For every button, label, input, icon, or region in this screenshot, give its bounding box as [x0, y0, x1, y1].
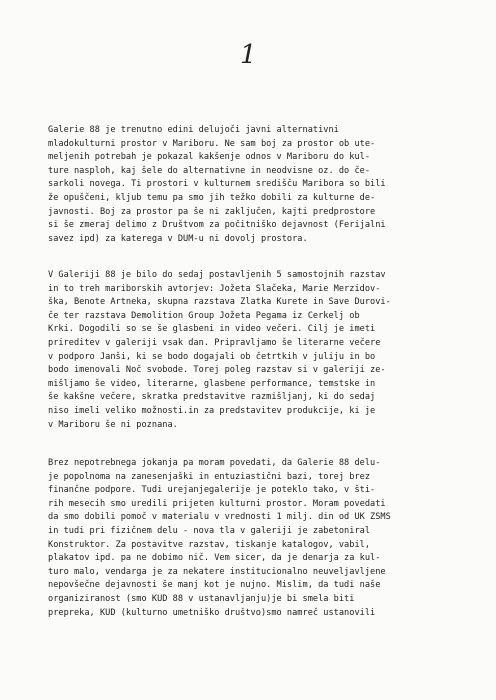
paragraph-3 — [48, 457, 480, 620]
text-line: javnosti. Boj za prostor pa še ni zaključen, kajti predprostore — [48, 206, 376, 217]
text-line: v Mariboru še ni poznana. — [48, 419, 178, 430]
text-line: je popolnoma na zanesenjaški in entuziastični bazi, torej brez — [48, 471, 371, 482]
text-line: ture nasploh, kaj šele do alternativne in neodvisne oz. do če- — [48, 165, 371, 176]
text-line: prireditev v galeriji vsak dan. Pripravljamo še literarne večere — [48, 337, 381, 348]
text-line: meljenih potrebah je pokazal kakšenje odnos v Mariboru do kul- — [48, 152, 371, 163]
text-line: bodo imenovali Noč svobode. Torej poleg razstav si v galeriji ze- — [48, 365, 386, 376]
text-line: v podporo Janši, ki se bodo dogajali ob četrtkih v juliju in bo — [48, 351, 376, 362]
text-line: Brez nepotrebnega jokanja pa moram povedati, da Galerie 88 delu- — [48, 458, 381, 468]
paragraph-1 — [48, 124, 480, 246]
text-line: turo malo, vendarga je za nekatere institucionalno neuveljavljene — [48, 566, 386, 577]
text-line: da smo dobili pomoč v materialu v vrednosti 1 milj. din od UK ZSMS — [48, 512, 391, 523]
text-line: plakatov ipd. pa ne dobimo nič. Vem sicer, da je denarja za kul- — [48, 553, 381, 564]
text-line: in tudi pri fizičnem delu - nova tla v galeriji je zabetoniral — [48, 525, 371, 536]
text-line: savez ipd) za katerega v DUM-u ni dovolj prostora. — [48, 233, 308, 244]
text-line: Krki. Dogodili so se še glasbeni in video večeri. Cilj je imeti — [48, 324, 376, 335]
text-line: nepovšečne dejavnosti še manj kot je nujno. Mislim, da tudi naše — [48, 580, 381, 591]
text-line: niso imeli veliko možnosti.in za predstavitev produkcije, ki je — [48, 405, 376, 416]
paragraph-2 — [48, 269, 480, 432]
text-line: še kakšne večere, skratka predstavitve razmišljanj, ki do sedaj — [48, 392, 376, 403]
page-number: 1 — [240, 40, 257, 70]
text-line: Galerie 88 je trenutno edini delujoči javni alternativni — [48, 125, 339, 135]
text-line: in to treh mariborskih avtorjev: Jožeta Slačeka, Marie Merzidov- — [48, 283, 381, 294]
text-line: Konstruktor. Za postavitve razstav, tiskanje katalogov, vabil, — [48, 539, 371, 550]
text-line: rih mesecih smo uredili prijeten kulturni prostor. Moram povedati — [48, 498, 386, 509]
text-line: organiziranost (smo KUD 88 v ustanavljanju)je bi smela biti — [48, 593, 355, 604]
text-line: če ter razstava Demolition Group Jožeta Pegama iz Cerkelj ob — [48, 310, 360, 321]
text-line: si še zmeraj delimo z Društvom za počitniško dejavnost (Ferijalni — [48, 220, 386, 231]
text-line: ška, Benote Artneka, skupna razstava Zlatka Kurete in Save Durovi- — [48, 297, 391, 308]
text-line: prepreka, KUD (kulturno umetniško društvo)smo namreč ustanovili — [48, 607, 376, 618]
text-line: finančne podpore. Tudi urejanjegalerije je poteklo tako, v šti- — [48, 485, 376, 496]
text-line: mladokulturni prostor v Mariboru. Ne sam boj za prostor ob ute- — [48, 138, 376, 149]
text-line: mišljamo še video, literarne, glasbene performance, temstske in — [48, 378, 376, 389]
text-line: V Galeriji 88 je bilo do sedaj postavljenih 5 samostojnih razstav — [48, 270, 386, 280]
text-line: sarkoli novega. Ti prostori v kulturnem središču Maribora so bili — [48, 179, 386, 190]
text-line: že opuščeni, kljub temu pa smo jih težko dobili za kulturne de- — [48, 192, 376, 203]
